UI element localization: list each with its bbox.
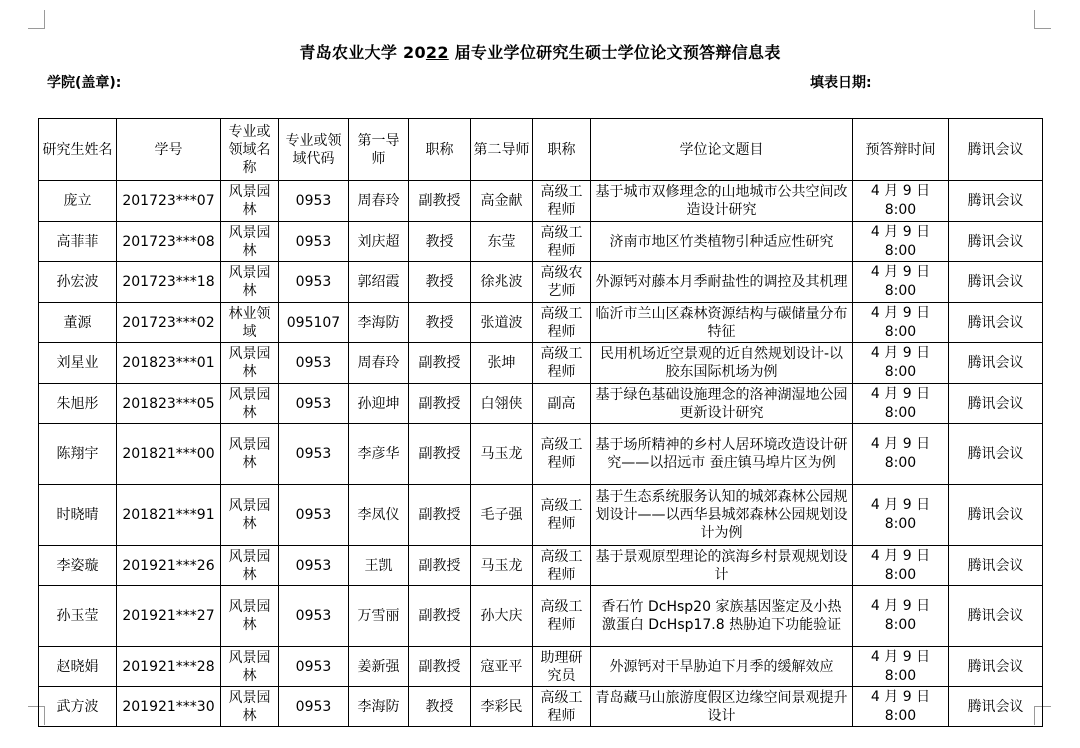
cell-first-advisor: 万雪丽	[349, 586, 409, 647]
cell-defense-time: 4 月 9 日 8:00	[853, 384, 949, 424]
cell-major-name: 风景园林	[221, 586, 279, 647]
cell-major-name: 风景园林	[221, 262, 279, 303]
header-second-advisor-title: 职称	[533, 119, 591, 181]
header-defense-time: 预答辩时间	[853, 119, 949, 181]
cell-thesis-topic: 外源钙对干旱胁迫下月季的缓解效应	[591, 647, 853, 687]
cell-student-name: 武方波	[39, 687, 117, 727]
cell-major-name: 风景园林	[221, 424, 279, 485]
table-row	[39, 687, 1043, 727]
title-prefix: 青岛农业大学 20	[299, 43, 426, 62]
cell-student-name: 高菲菲	[39, 222, 117, 262]
cell-student-id: 201821***91	[117, 485, 221, 546]
cell-student-name: 朱旭彤	[39, 384, 117, 424]
table-row	[39, 181, 1043, 222]
cell-major-code: 0953	[279, 343, 349, 384]
cell-first-advisor: 李海防	[349, 687, 409, 727]
cell-second-advisor-title: 高级工程师	[533, 303, 591, 343]
cell-second-advisor-title: 助理研究员	[533, 647, 591, 687]
cell-meeting: 腾讯会议	[949, 222, 1043, 262]
cell-second-advisor: 马玉龙	[471, 424, 533, 485]
cell-meeting: 腾讯会议	[949, 303, 1043, 343]
cell-major-name: 风景园林	[221, 343, 279, 384]
cell-thesis-topic: 外源钙对藤本月季耐盐性的调控及其机理	[591, 262, 853, 303]
document-title	[0, 40, 1080, 63]
cell-major-code: 0953	[279, 546, 349, 586]
cell-first-advisor: 郭绍霞	[349, 262, 409, 303]
defense-info-table	[38, 118, 1043, 727]
cell-second-advisor-title: 高级工程师	[533, 485, 591, 546]
cell-student-name: 董源	[39, 303, 117, 343]
cell-second-advisor: 白翎侠	[471, 384, 533, 424]
cell-first-advisor-title: 教授	[409, 222, 471, 262]
cell-second-advisor-title: 高级工程师	[533, 687, 591, 727]
cell-student-id: 201723***08	[117, 222, 221, 262]
cell-first-advisor: 周春玲	[349, 343, 409, 384]
table-row	[39, 262, 1043, 303]
cell-major-code: 0953	[279, 262, 349, 303]
cell-student-id: 201921***26	[117, 546, 221, 586]
cell-meeting: 腾讯会议	[949, 384, 1043, 424]
cell-meeting: 腾讯会议	[949, 687, 1043, 727]
cell-defense-time: 4 月 9 日 8:00	[853, 181, 949, 222]
header-major-code: 专业或领域代码	[279, 119, 349, 181]
table-row	[39, 384, 1043, 424]
header-major-name: 专业或领域名称	[221, 119, 279, 181]
cell-meeting: 腾讯会议	[949, 262, 1043, 303]
cell-thesis-topic: 民用机场近空景观的近自然规划设计-以胶东国际机场为例	[591, 343, 853, 384]
cell-first-advisor-title: 副教授	[409, 424, 471, 485]
cell-second-advisor: 张道波	[471, 303, 533, 343]
cell-defense-time: 4 月 9 日 8:00	[853, 687, 949, 727]
header-student-id: 学号	[117, 119, 221, 181]
cell-major-code: 0953	[279, 586, 349, 647]
cell-major-code: 0953	[279, 647, 349, 687]
cell-first-advisor: 周春玲	[349, 181, 409, 222]
cell-student-id: 201723***07	[117, 181, 221, 222]
cell-thesis-topic: 基于绿色基础设施理念的洛神湖湿地公园更新设计研究	[591, 384, 853, 424]
table-row	[39, 647, 1043, 687]
crop-mark-top-right	[1034, 10, 1051, 29]
cell-meeting: 腾讯会议	[949, 586, 1043, 647]
title-suffix: 届专业学位研究生硕士学位论文预答辩信息表	[448, 43, 781, 62]
table-row	[39, 485, 1043, 546]
cell-defense-time: 4 月 9 日 8:00	[853, 424, 949, 485]
cell-second-advisor: 高金献	[471, 181, 533, 222]
cell-second-advisor: 李彩民	[471, 687, 533, 727]
cell-student-id: 201723***18	[117, 262, 221, 303]
cell-second-advisor: 徐兆波	[471, 262, 533, 303]
cell-student-name: 庞立	[39, 181, 117, 222]
cell-second-advisor-title: 高级工程师	[533, 181, 591, 222]
cell-first-advisor-title: 教授	[409, 687, 471, 727]
cell-thesis-topic: 基于生态系统服务认知的城郊森林公园规划设计——以西华县城郊森林公园规划设计为例	[591, 485, 853, 546]
cell-second-advisor-title: 高级工程师	[533, 222, 591, 262]
cell-first-advisor-title: 副教授	[409, 384, 471, 424]
cell-thesis-topic: 青岛藏马山旅游度假区边缘空间景观提升设计	[591, 687, 853, 727]
cell-first-advisor: 王凯	[349, 546, 409, 586]
table-row	[39, 424, 1043, 485]
cell-first-advisor: 李彦华	[349, 424, 409, 485]
cell-student-name: 陈翔宇	[39, 424, 117, 485]
college-label: 学院(盖章):	[47, 75, 122, 91]
cell-student-name: 孙宏波	[39, 262, 117, 303]
cell-meeting: 腾讯会议	[949, 647, 1043, 687]
date-label: 填表日期:	[810, 75, 872, 91]
cell-student-id: 201823***05	[117, 384, 221, 424]
header-first-advisor: 第一导师	[349, 119, 409, 181]
cell-major-code: 0953	[279, 485, 349, 546]
cell-thesis-topic: 临沂市兰山区森林资源结构与碳储量分布特征	[591, 303, 853, 343]
cell-second-advisor: 马玉龙	[471, 546, 533, 586]
cell-first-advisor: 李凤仪	[349, 485, 409, 546]
table-row	[39, 546, 1043, 586]
crop-mark-top-left	[28, 10, 45, 29]
header-thesis-topic: 学位论文题目	[591, 119, 853, 181]
cell-major-code: 0953	[279, 424, 349, 485]
cell-meeting: 腾讯会议	[949, 424, 1043, 485]
header-second-advisor: 第二导师	[471, 119, 533, 181]
cell-student-id: 201921***28	[117, 647, 221, 687]
cell-major-code: 0953	[279, 181, 349, 222]
cell-first-advisor-title: 教授	[409, 262, 471, 303]
cell-defense-time: 4 月 9 日 8:00	[853, 647, 949, 687]
cell-student-id: 201921***27	[117, 586, 221, 647]
table-row	[39, 343, 1043, 384]
cell-meeting: 腾讯会议	[949, 485, 1043, 546]
header-meeting: 腾讯会议	[949, 119, 1043, 181]
cell-student-id: 201823***01	[117, 343, 221, 384]
cell-defense-time: 4 月 9 日 8:00	[853, 262, 949, 303]
header-first-advisor-title: 职称	[409, 119, 471, 181]
cell-student-name: 刘星业	[39, 343, 117, 384]
cell-first-advisor: 李海防	[349, 303, 409, 343]
cell-first-advisor-title: 副教授	[409, 181, 471, 222]
cell-major-code: 095107	[279, 303, 349, 343]
cell-thesis-topic: 基于城市双修理念的山地城市公共空间改造设计研究	[591, 181, 853, 222]
cell-student-name: 赵晓娟	[39, 647, 117, 687]
cell-major-name: 风景园林	[221, 546, 279, 586]
cell-student-name: 孙玉莹	[39, 586, 117, 647]
cell-first-advisor: 姜新强	[349, 647, 409, 687]
cell-thesis-topic: 香石竹 DcHsp20 家族基因鉴定及小热激蛋白 DcHsp17.8 热胁迫下功能验证	[591, 586, 853, 647]
cell-major-name: 林业领域	[221, 303, 279, 343]
cell-second-advisor: 东莹	[471, 222, 533, 262]
title-year: 22	[425, 43, 449, 62]
header-student-name: 研究生姓名	[39, 119, 117, 181]
table-row	[39, 586, 1043, 647]
cell-first-advisor-title: 副教授	[409, 586, 471, 647]
cell-second-advisor: 毛子强	[471, 485, 533, 546]
table-header-row	[39, 119, 1043, 181]
cell-defense-time: 4 月 9 日 8:00	[853, 586, 949, 647]
table-row	[39, 222, 1043, 262]
cell-first-advisor-title: 副教授	[409, 647, 471, 687]
cell-meeting: 腾讯会议	[949, 181, 1043, 222]
cell-defense-time: 4 月 9 日 8:00	[853, 343, 949, 384]
cell-second-advisor-title: 副高	[533, 384, 591, 424]
cell-defense-time: 4 月 9 日 8:00	[853, 546, 949, 586]
cell-defense-time: 4 月 9 日 8:00	[853, 303, 949, 343]
cell-second-advisor: 张坤	[471, 343, 533, 384]
cell-major-name: 风景园林	[221, 222, 279, 262]
cell-first-advisor-title: 副教授	[409, 343, 471, 384]
cell-first-advisor-title: 教授	[409, 303, 471, 343]
cell-student-name: 李姿璇	[39, 546, 117, 586]
cell-student-name: 时晓晴	[39, 485, 117, 546]
cell-student-id: 201821***00	[117, 424, 221, 485]
cell-major-name: 风景园林	[221, 384, 279, 424]
cell-major-name: 风景园林	[221, 485, 279, 546]
cell-first-advisor: 刘庆超	[349, 222, 409, 262]
cell-major-name: 风景园林	[221, 647, 279, 687]
cell-student-id: 201723***02	[117, 303, 221, 343]
cell-second-advisor-title: 高级工程师	[533, 586, 591, 647]
cell-first-advisor-title: 副教授	[409, 485, 471, 546]
cell-student-id: 201921***30	[117, 687, 221, 727]
cell-thesis-topic: 济南市地区竹类植物引种适应性研究	[591, 222, 853, 262]
cell-meeting: 腾讯会议	[949, 343, 1043, 384]
cell-thesis-topic: 基于场所精神的乡村人居环境改造设计研究——以招远市 蚕庄镇马埠片区为例	[591, 424, 853, 485]
cell-second-advisor: 孙大庆	[471, 586, 533, 647]
cell-second-advisor-title: 高级农艺师	[533, 262, 591, 303]
cell-meeting: 腾讯会议	[949, 546, 1043, 586]
cell-second-advisor-title: 高级工程师	[533, 424, 591, 485]
cell-major-code: 0953	[279, 384, 349, 424]
cell-major-name: 风景园林	[221, 181, 279, 222]
cell-second-advisor: 寇亚平	[471, 647, 533, 687]
cell-defense-time: 4 月 9 日 8:00	[853, 485, 949, 546]
cell-defense-time: 4 月 9 日 8:00	[853, 222, 949, 262]
cell-major-code: 0953	[279, 222, 349, 262]
cell-first-advisor-title: 副教授	[409, 546, 471, 586]
cell-major-name: 风景园林	[221, 687, 279, 727]
table-row	[39, 303, 1043, 343]
cell-second-advisor-title: 高级工程师	[533, 343, 591, 384]
cell-major-code: 0953	[279, 687, 349, 727]
cell-thesis-topic: 基于景观原型理论的滨海乡村景观规划设计	[591, 546, 853, 586]
cell-first-advisor: 孙迎坤	[349, 384, 409, 424]
cell-second-advisor-title: 高级工程师	[533, 546, 591, 586]
